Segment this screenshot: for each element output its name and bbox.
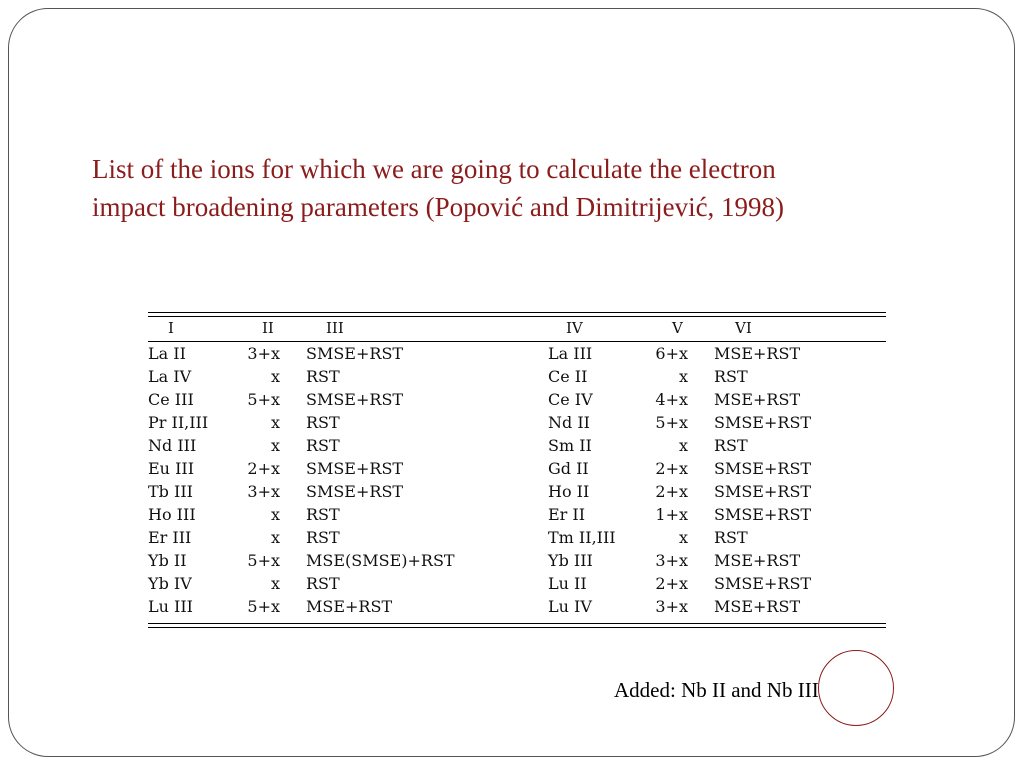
table-cell: x [270, 413, 280, 432]
table-cell: Eu III [148, 459, 195, 478]
header-col-5: V [672, 319, 683, 337]
table-cell: RST [714, 436, 748, 455]
table-cell: La IV [148, 367, 192, 386]
table-row [148, 411, 886, 434]
slide-title [92, 150, 952, 226]
table-cell: Er III [148, 528, 192, 547]
table-cell: 2+x [655, 574, 688, 593]
table-bottom-rule [148, 623, 886, 624]
table-cell: RST [306, 367, 340, 386]
table-cell: 3+x [655, 551, 688, 570]
table-cell: RST [306, 505, 340, 524]
table-cell: SMSE+RST [306, 390, 404, 409]
table-row [148, 365, 886, 388]
table-cell: La II [148, 344, 186, 363]
table-cell: RST [714, 367, 748, 386]
added-note: Added: Nb II and Nb III [614, 678, 819, 702]
table-cell: x [270, 367, 280, 386]
table-cell: 1+x [655, 505, 688, 524]
table-cell: 3+x [247, 482, 280, 501]
table-cell: 3+x [655, 597, 688, 616]
table-cell: 3+x [247, 344, 280, 363]
table-cell: Nd II [548, 413, 590, 432]
table-cell: MSE+RST [714, 390, 801, 409]
table-cell: RST [306, 413, 340, 432]
table-cell: x [270, 436, 280, 455]
title-line-1: List of the ions for which we are going to calculate the electron [92, 154, 776, 184]
table-cell: SMSE+RST [714, 459, 812, 478]
table-cell: Ho II [548, 482, 590, 501]
header-col-6: VI [735, 319, 752, 337]
ion-table [148, 312, 886, 630]
table-cell: x [270, 505, 280, 524]
table-cell: Tm II,III [548, 528, 616, 547]
table-cell: MSE+RST [306, 597, 393, 616]
table-cell: 4+x [655, 390, 688, 409]
table-cell: 5+x [247, 597, 280, 616]
table-cell: SMSE+RST [306, 459, 404, 478]
table-cell: RST [306, 528, 340, 547]
table-header-row [148, 317, 886, 340]
table-row [148, 388, 886, 411]
table-cell: Nd III [148, 436, 197, 455]
table-cell: x [678, 528, 688, 547]
table-cell: 5+x [655, 413, 688, 432]
table-cell: Ce IV [548, 390, 593, 409]
title-line-2: impact broadening parameters (Popović and Dimitrijević, 1998) [92, 192, 785, 222]
table-cell: SMSE+RST [714, 574, 812, 593]
table-cell: MSE(SMSE)+RST [306, 551, 455, 570]
table-cell: 2+x [655, 482, 688, 501]
table-cell: Sm II [548, 436, 592, 455]
table-cell: MSE+RST [714, 344, 801, 363]
table-row [148, 549, 886, 572]
table-cell: SMSE+RST [714, 482, 812, 501]
table-cell: Pr II,III [148, 413, 209, 432]
table-cell: Yb III [548, 551, 593, 570]
table-cell: x [678, 436, 688, 455]
table-row [148, 480, 886, 503]
table-cell: x [678, 367, 688, 386]
table-row [148, 526, 886, 549]
table-cell: La III [548, 344, 593, 363]
table-cell: Lu III [148, 597, 193, 616]
table-row [148, 595, 886, 618]
table-cell: Ce II [548, 367, 588, 386]
table-cell: Tb III [148, 482, 193, 501]
table-cell: Lu II [548, 574, 587, 593]
table-cell: RST [306, 436, 340, 455]
table-cell: MSE+RST [714, 597, 801, 616]
table-cell: Ce III [148, 390, 194, 409]
table-row [148, 457, 886, 480]
table-cell: 2+x [247, 459, 280, 478]
table-cell: x [270, 574, 280, 593]
table-cell: RST [714, 528, 748, 547]
table-cell: SMSE+RST [714, 413, 812, 432]
table-cell: 6+x [655, 344, 688, 363]
table-row [148, 434, 886, 457]
table-cell: Ho III [148, 505, 196, 524]
table-cell: SMSE+RST [306, 482, 404, 501]
table-cell: Yb IV [148, 574, 192, 593]
table-cell: 5+x [247, 390, 280, 409]
table-cell: Er II [548, 505, 586, 524]
header-col-1: I [168, 319, 174, 337]
table-cell: SMSE+RST [306, 344, 404, 363]
table-cell: 2+x [655, 459, 688, 478]
table-cell: MSE+RST [714, 551, 801, 570]
table-cell: x [270, 528, 280, 547]
table-cell: Yb II [148, 551, 187, 570]
highlight-circle [818, 650, 894, 726]
header-col-2: II [262, 319, 274, 337]
header-col-3: III [326, 319, 344, 337]
table-bottom-rule-2 [148, 627, 886, 628]
table-row [148, 342, 886, 365]
table-row [148, 572, 886, 595]
table-cell: Gd II [548, 459, 589, 478]
table-cell: 5+x [247, 551, 280, 570]
table-top-rule [148, 312, 886, 313]
table-cell: RST [306, 574, 340, 593]
header-col-4: IV [566, 319, 583, 337]
table-cell: Lu IV [548, 597, 592, 616]
table-cell: SMSE+RST [714, 505, 812, 524]
table-row [148, 503, 886, 526]
